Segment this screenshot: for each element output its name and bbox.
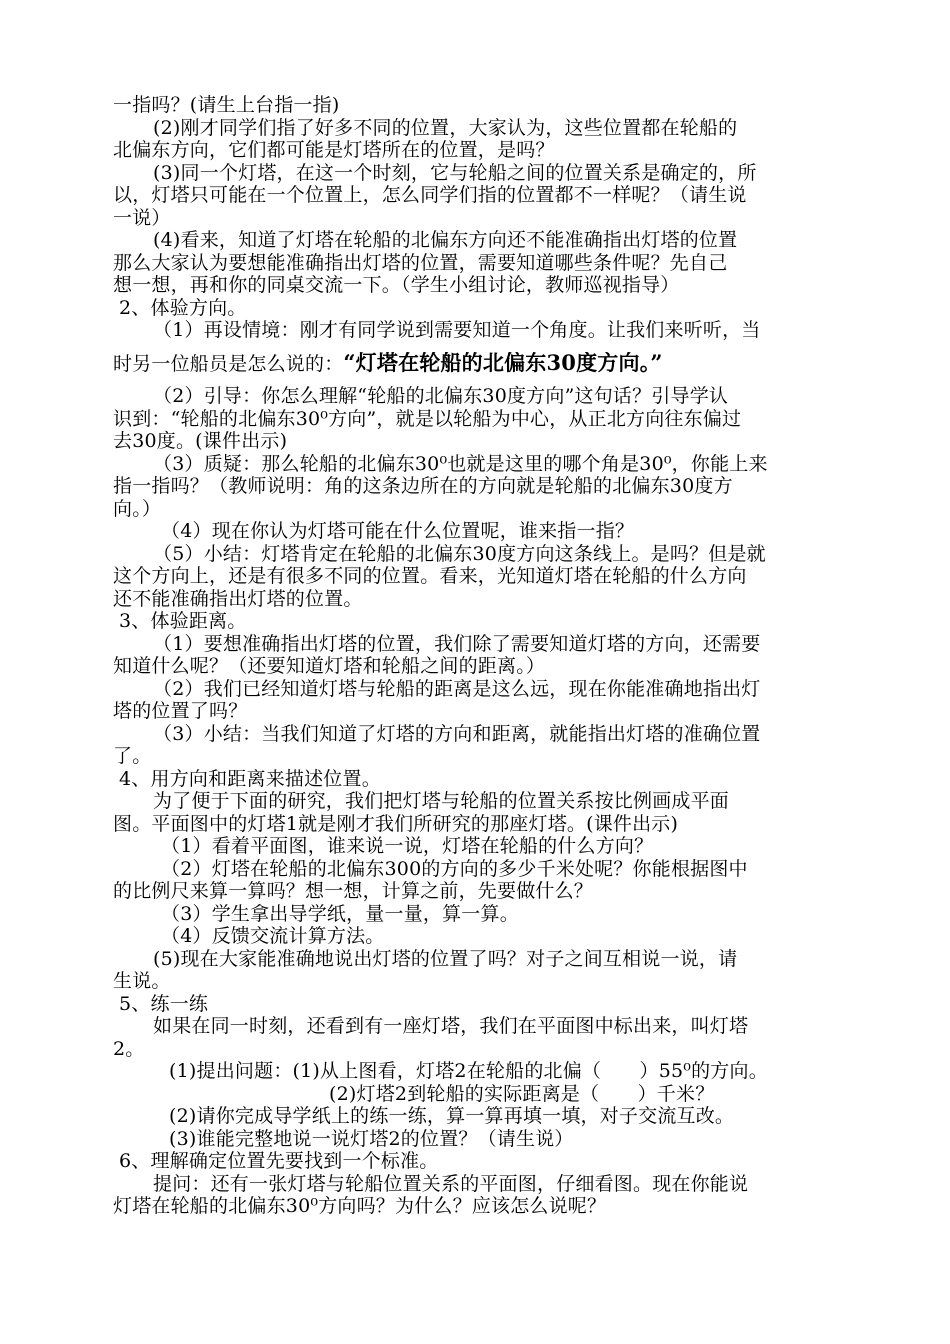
text-line [113,229,840,252]
line-text: （4）反馈交流计算方法。 [161,925,385,947]
text-line [113,1195,840,1218]
line-text: (2)灯塔2到轮船的实际距离是（ ）千米？ [329,1082,715,1105]
line-text: 了。 [113,745,152,767]
line-text: 塔的位置了吗？ [113,700,248,722]
text-line [113,274,840,297]
text-line [113,498,840,521]
line-text: （2）灯塔在轮船的北偏东300的方向的多少千米处呢？你能根据图中 [161,857,748,880]
line-text: 5、练一练 [119,992,209,1015]
text-line [113,430,840,453]
text-line [113,162,840,185]
line-text: 向。） [113,497,162,520]
text-line [113,352,840,376]
text-line [113,858,840,881]
line-text: (3)同一个灯塔，在这一个时刻，它与轮船之间的位置关系是确定的，所 [153,161,757,184]
text-line [113,700,840,723]
text-line [113,1015,840,1038]
line-text: 2、体验方向。 [119,296,247,319]
text-line [113,970,840,993]
text-line [113,1150,840,1173]
text-line [113,139,840,162]
line-text: （1）再设情境：刚才有同学说到需要知道一个角度。让我们来听听，当 [153,319,761,341]
line-text: 2。 [113,1037,145,1060]
line-text: （4）现在你认为灯塔可能在什么位置呢，谁来指一指？ [161,520,635,542]
text-line [113,655,840,678]
line-text: (5)现在大家能准确地说出灯塔的位置了吗？对子之间互相说一说，请 [153,947,738,970]
line-text: 为了便于下面的研究，我们把灯塔与轮船的位置关系按比例画成平面 [153,790,730,812]
text-line [113,633,840,656]
text-line [113,565,840,588]
line-text: (1)提出问题：(1)从上图看，灯塔2在轮船的北偏（ ）55⁰的方向。 [169,1060,768,1082]
text-line [113,453,840,476]
line-text: （1）看着平面图，谁来说一说，灯塔在轮船的什么方向？ [161,835,654,857]
text-line [113,475,840,498]
text-line [113,408,840,431]
line-text: 还不能准确指出灯塔的位置。 [113,587,363,610]
line-text: (4)看来，知道了灯塔在轮船的北偏东方向还不能准确指出灯塔的位置 [153,229,738,251]
text-line [113,184,840,207]
text-line [113,520,840,543]
text-line [113,745,840,768]
line-text: 的比例尺来算一算吗？想一想，计算之前，先要做什么？ [113,880,594,902]
document-body [113,94,840,1218]
text-line [113,319,840,342]
text-line [113,925,840,948]
text-line [113,1083,840,1106]
text-line [113,588,840,611]
text-line [113,297,840,320]
line-text: (3)谁能完整地说一说灯塔2的位置？（请生说） [169,1127,574,1150]
line-text: 一指吗？(请生上台指一指) [113,94,340,116]
line-text: 去30度。(课件出示) [113,430,288,452]
text-line [113,1060,840,1083]
line-text: （2）引导：你怎么理解“轮船的北偏东30度方向”这句话？引导学认 [153,385,729,407]
text-line [113,1128,840,1151]
line-text: 想一想，再和你的同桌交流一下。（学生小组讨论，教师巡视指导） [113,274,680,296]
emphasis-quote: “灯塔在轮船的北偏东30度方向。” [343,351,663,375]
line-text: 6、理解确定位置先要找到一个标准。 [119,1150,439,1172]
text-line [113,813,840,836]
line-text: 图。平面图中的灯塔1就是刚才我们所研究的那座灯塔。(课件出示) [113,812,679,835]
text-line [113,678,840,701]
text-line [113,723,840,746]
text-line [113,1173,840,1196]
line-text: 3、体验距离。 [119,610,247,632]
text-line [113,993,840,1016]
line-text: 生说。 [113,970,171,992]
line-text: 4、用方向和距离来描述位置。 [119,767,381,790]
text-line [113,207,840,230]
text-line [113,948,840,971]
text-line [113,543,840,566]
line-text: 指一指吗？（教师说明：角的这条边所在的方向就是轮船的北偏东30度方 [113,475,733,497]
text-line [113,1038,840,1061]
text-line [113,252,840,275]
line-text: (2)请你完成导学纸上的练一练，算一算再填一填，对子交流互改。 [169,1105,735,1127]
line-text: （3）小结：当我们知道了灯塔的方向和距离，就能指出灯塔的准确位置 [153,722,761,745]
line-text: 识到：“轮船的北偏东30⁰方向”，就是以轮船为中心，从正北方向往东偏过 [113,407,742,430]
text-line [113,880,840,903]
text-line [113,790,840,813]
text-line [113,610,840,633]
text-line [113,835,840,858]
line-text: 以，灯塔只可能在一个位置上，怎么同学们指的位置都不一样呢？（请生说 [113,184,747,206]
line-text: （3）学生拿出导学纸，量一量，算一算。 [161,902,519,925]
line-text: 北偏东方向，它们都可能是灯塔所在的位置，是吗？ [113,139,555,161]
text-line [113,1105,840,1128]
text-line [113,117,840,140]
line-text: 时另一位船员是怎么说的： [113,352,344,375]
line-text: 一说） [113,206,171,229]
line-text: 提问：还有一张灯塔与轮船位置关系的平面图，仔细看图。现在你能说 [153,1172,749,1195]
text-line [113,385,840,408]
line-text: （2）我们已经知道灯塔与轮船的距离是这么远，现在你能准确地指出灯 [153,677,761,700]
text-line [113,903,840,926]
line-text: (2)刚才同学们指了好多不同的位置，大家认为，这些位置都在轮船的 [153,116,738,139]
text-line [113,768,840,791]
line-text: （5）小结：灯塔肯定在轮船的北偏东30度方向这条线上。是吗？但是就 [153,542,766,565]
text-line [113,94,840,117]
line-text: （1）要想准确指出灯塔的位置，我们除了需要知道灯塔的方向，还需要 [153,632,761,655]
line-text: （3）质疑：那么轮船的北偏东30⁰也就是这里的哪个角是30⁰，你能上来 [153,452,768,475]
line-text: 灯塔在轮船的北偏东30⁰方向吗？为什么？应该怎么说呢？ [113,1195,607,1217]
line-text: 知道什么呢？（还要知道灯塔和轮船之间的距离。） [113,655,546,677]
line-text: 如果在同一时刻，还看到有一座灯塔，我们在平面图中标出来，叫灯塔 [153,1015,749,1037]
line-text: 那么大家认为要想能准确指出灯塔的位置，需要知道哪些条件呢？先自己 [113,251,728,274]
line-text: 这个方向上，还是有很多不同的位置。看来，光知道灯塔在轮船的什么方向 [113,565,747,587]
